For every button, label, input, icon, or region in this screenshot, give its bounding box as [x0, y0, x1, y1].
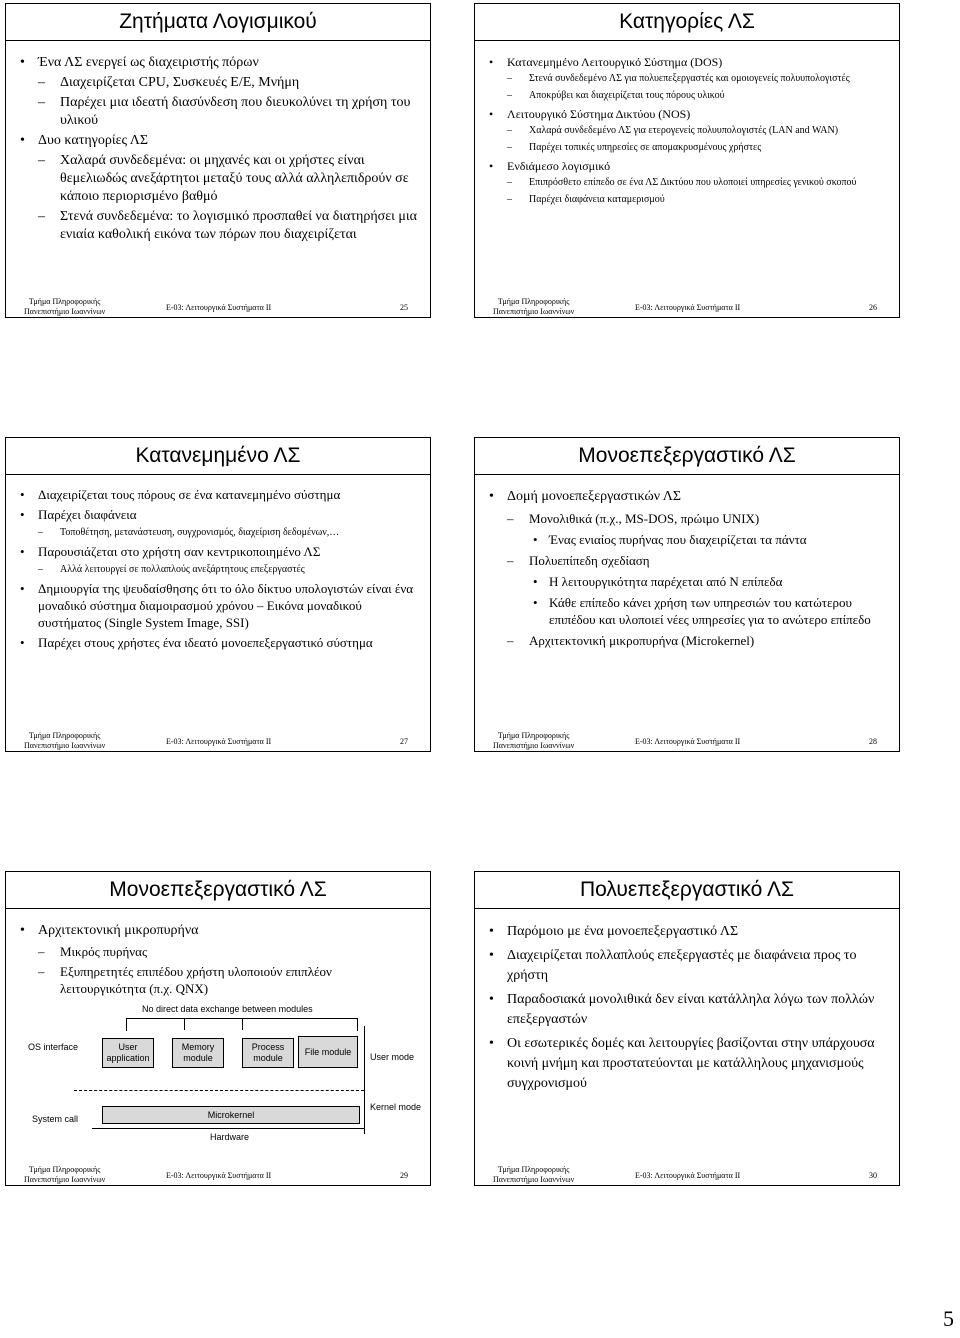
slide-title: Μονοεπεξεργαστικό ΛΣ [475, 438, 899, 475]
slide-footer [6, 297, 430, 319]
page-number: 5 [943, 1306, 954, 1331]
slide-number: 29 [400, 1171, 408, 1180]
list-item: • Δυο κατηγορίες ΛΣ [20, 132, 418, 150]
university-name: Πανεπιστήμιο Ιωαννίνων [493, 1175, 575, 1184]
list-item: • Κατανεμημένο Λειτουργικό Σύστημα (DOS) [489, 54, 887, 70]
list-item: – Στενά συνδεδεμένα: το λογισμικό προσπαθεί να διατηρήσει μια ενιαία καθολική εικόνα των πόρων που διαχειρίζεται [20, 208, 418, 244]
process-module-box: Process module [242, 1038, 294, 1068]
slide-number: 28 [869, 737, 877, 746]
slide-30 [474, 871, 900, 1186]
list-item: • Οι εσωτερικές δομές και λειτουργίες βασίζονται στην υπάρχουσα κοινή μνήμη και προστατεύονται με κατάλληλους μηχανισμούς συγχρονισμού [489, 1034, 887, 1094]
slide-title: Κατανεμημένο ΛΣ [6, 438, 430, 475]
kernel-mode-label: Kernel mode [370, 1102, 422, 1112]
hardware-label: Hardware [210, 1132, 250, 1142]
list-item: – Εξυπηρετητές επιπέδου χρήστη υλοποιούν επιπλέον λειτουργικότητα (π.χ. QNX) [20, 963, 418, 997]
list-item: – Παρέχει μια ιδεατή διασύνδεση που διευκολύνει τη χρήση του υλικού [20, 94, 418, 130]
memory-module-box: Memory module [172, 1038, 224, 1068]
dept-name: Τμήμα Πληροφορικής [497, 731, 570, 740]
list-item: – Χαλαρά συνδεδεμένο ΛΣ για ετερογενείς πολυυπολογιστές (LAN and WAN) [489, 124, 887, 138]
system-call-label: System call [32, 1114, 79, 1124]
slide-25 [5, 3, 431, 318]
slide-footer [6, 1165, 430, 1187]
course-name: Ε-03: Λειτουργικά Συστήματα ΙΙ [635, 303, 741, 312]
course-name: Ε-03: Λειτουργικά Συστήματα ΙΙ [635, 737, 741, 746]
slide-27 [5, 437, 431, 752]
list-item: • Λειτουργικό Σύστημα Δικτύου (NOS) [489, 106, 887, 122]
list-item: – Διαχειρίζεται CPU, Συσκευές Ε/Ε, Μνήμη [20, 74, 418, 92]
dept-name: Τμήμα Πληροφορικής [28, 731, 101, 740]
slide-footer [475, 1165, 899, 1187]
list-item: – Μονολιθικά (π.χ., MS-DOS, πρώιμο UNIX) [489, 510, 887, 527]
file-module-box: File module [298, 1036, 358, 1068]
slide-title: Πολυεπεξεργαστικό ΛΣ [475, 872, 899, 909]
list-item: • Ένας ενιαίος πυρήνας που διαχειρίζεται τα πάντα [489, 531, 887, 548]
list-item: • Η λειτουργικότητα παρέχεται από N επίπεδα [489, 573, 887, 590]
slide-number: 27 [400, 737, 408, 746]
list-item: • Παρόμοιο με ένα μονοεπεξεργαστικό ΛΣ [489, 922, 887, 942]
slide-title: Κατηγορίες ΛΣ [475, 4, 899, 41]
university-name: Πανεπιστήμιο Ιωαννίνων [493, 741, 575, 750]
list-item: • Κάθε επίπεδο κάνει χρήση των υπηρεσιών του κατώτερου επιπέδου και υλοποιεί νέες υπηρεσίες για το ανώτερο επίπεδο [489, 594, 887, 628]
university-name: Πανεπιστήμιο Ιωαννίνων [24, 307, 106, 316]
course-name: Ε-03: Λειτουργικά Συστήματα ΙΙ [166, 303, 272, 312]
list-item: – Αποκρύβει και διαχειρίζεται τους πόρους υλικού [489, 89, 887, 103]
microkernel-box: Microkernel [102, 1106, 360, 1124]
user-mode-label: User mode [370, 1052, 415, 1062]
list-item: – Στενά συνδεδεμένο ΛΣ για πολυεπεξεργαστές και ομοιογενείς πολυυπολογιστές [489, 72, 887, 86]
list-item: – Επιπρόσθετο επίπεδο σε ένα ΛΣ Δικτύου που υλοποιεί υπηρεσίες γενικού σκοπού [489, 176, 887, 190]
list-item: – Αλλά λειτουργεί σε πολλαπλούς ανεξάρτητους επεξεργαστές [20, 563, 418, 577]
list-item: • Παρουσιάζεται στο χρήστη σαν κεντρικοποιημένο ΛΣ [20, 543, 418, 560]
list-item: – Χαλαρά συνδεδεμένα: οι μηχανές και οι χρήστες είναι θεμελιωδώς ανεξάρτητοι μεταξύ τους αλλά αλληλεπιδρούν σε κάποιο περιορισμένο βαθμό [20, 152, 418, 206]
list-item: • Παραδοσιακά μονολιθικά δεν είναι κατάλληλα λόγω των πολλών επεξεργαστών [489, 990, 887, 1030]
slide-footer [475, 297, 899, 319]
course-name: Ε-03: Λειτουργικά Συστήματα ΙΙ [635, 1171, 741, 1180]
university-name: Πανεπιστήμιο Ιωαννίνων [24, 1175, 106, 1184]
list-item: • Παρέχει διαφάνεια [20, 506, 418, 523]
slide-footer [475, 731, 899, 753]
dept-name: Τμήμα Πληροφορικής [28, 297, 101, 306]
list-item: • Παρέχει στους χρήστες ένα ιδεατό μονοεπεξεργαστικό σύστημα [20, 634, 418, 651]
slide-29 [5, 871, 431, 1186]
list-item: • Ένα ΛΣ ενεργεί ως διαχειριστής πόρων [20, 54, 418, 72]
user-application-box: User application [102, 1038, 154, 1068]
dept-name: Τμήμα Πληροφορικής [497, 1165, 570, 1174]
dept-name: Τμήμα Πληροφορικής [497, 297, 570, 306]
list-item: • Διαχειρίζεται πολλαπλούς επεξεργαστές με διαφάνεια προς το χρήστη [489, 946, 887, 986]
list-item: – Αρχιτεκτονική μικροπυρήνα (Microkernel) [489, 632, 887, 649]
list-item: – Παρέχει διαφάνεια καταμερισμού [489, 193, 887, 207]
microkernel-diagram [14, 998, 424, 1148]
slide-title: Ζητήματα Λογισμικού [6, 4, 430, 41]
university-name: Πανεπιστήμιο Ιωαννίνων [493, 307, 575, 316]
slide-number: 25 [400, 303, 408, 312]
list-item: • Δημιουργία της ψευδαίσθησης ότι το όλο δίκτυο υπολογιστών είναι ένα μοναδικό σύστημα διαμοιρασμού χρόνου – Εικόνα μοναδικού συστήματος (Single System Image, SSI) [20, 580, 418, 631]
list-item: • Διαχειρίζεται τους πόρους σε ένα κατανεμημένο σύστημα [20, 486, 418, 503]
course-name: Ε-03: Λειτουργικά Συστήματα ΙΙ [166, 737, 272, 746]
list-item: – Μικρός πυρήνας [20, 943, 418, 960]
list-item: • Αρχιτεκτονική μικροπυρήνα [20, 922, 418, 940]
os-interface-label: OS interface [28, 1042, 79, 1052]
list-item: – Τοποθέτηση, μετανάστευση, συγχρονισμός, διαχείριση δεδομένων,… [20, 526, 418, 540]
slide-28 [474, 437, 900, 752]
no-direct-exchange-label: No direct data exchange between modules [142, 1004, 313, 1014]
list-item: • Ενδιάμεσο λογισμικό [489, 158, 887, 174]
slide-footer [6, 731, 430, 753]
slide-title: Μονοεπεξεργαστικό ΛΣ [6, 872, 430, 909]
slide-number: 26 [869, 303, 877, 312]
course-name: Ε-03: Λειτουργικά Συστήματα ΙΙ [166, 1171, 272, 1180]
dept-name: Τμήμα Πληροφορικής [28, 1165, 101, 1174]
list-item: – Πολυεπίπεδη σχεδίαση [489, 552, 887, 569]
university-name: Πανεπιστήμιο Ιωαννίνων [24, 741, 106, 750]
slide-26 [474, 3, 900, 318]
slide-number: 30 [869, 1171, 877, 1180]
list-item: • Δομή μονοεπεξεργαστικών ΛΣ [489, 488, 887, 506]
list-item: – Παρέχει τοπικές υπηρεσίες σε απομακρυσμένους χρήστες [489, 141, 887, 155]
